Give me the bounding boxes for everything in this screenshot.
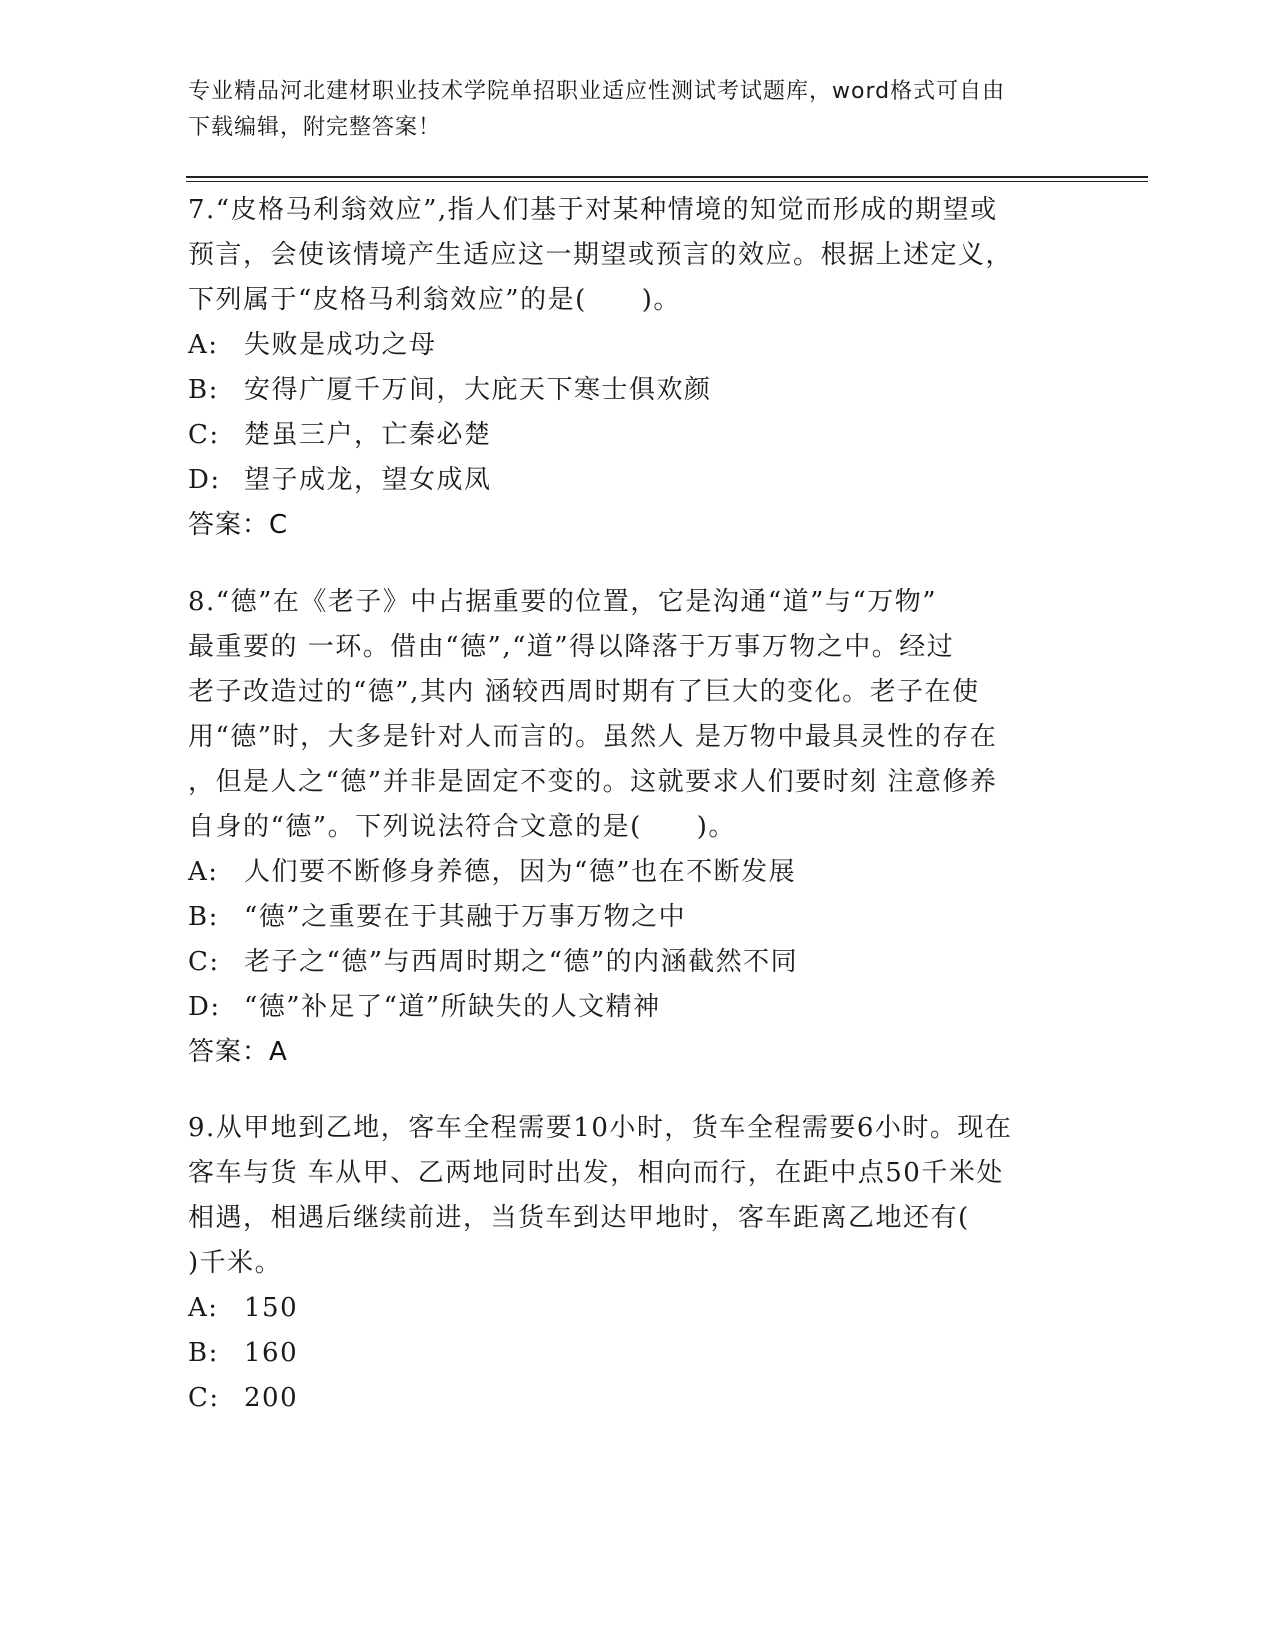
option-letter: C: [188,420,220,450]
option-b [188,895,1068,940]
stem-line: 老子改造过的“德”,其内 涵较西周时期有了巨大的变化。老子在使 [188,677,980,707]
answer-label: 答案：C [188,510,289,540]
stem-line: 下列属于“皮格马利翁效应”的是( )。 [188,285,681,315]
stem-line: ，但是人之“德”并非是固定不变的。这就要求人们要时刻 注意修养 [188,767,998,797]
stem-line: 最重要的 一环。借由“德”,“道”得以降落于万事万物之中。经过 [188,632,955,662]
option-text: 200 [244,1383,299,1413]
question-stem [188,1106,1068,1286]
stem-line: 客车与货 车从甲、乙两地同时出发，相向而行，在距中点50千米处 [188,1158,1004,1188]
answer-label: 答案：A [188,1037,288,1067]
stem-line: 相遇，相遇后继续前进，当货车到达甲地时，客车距离乙地还有( [188,1203,970,1233]
option-a [188,323,1068,368]
option-d [188,458,1068,503]
stem-line: 7.“皮格马利翁效应”,指人们基于对某种情境的知觉而形成的期望或 [188,195,998,225]
option-letter: A: [188,857,219,887]
option-letter: A: [188,330,219,360]
header-divider-thick [186,176,1148,178]
option-letter: D: [188,465,221,495]
stem-line: 预言，会使该情境产生适应这一期望或预言的效应。根据上述定义， [188,240,1014,270]
header-line-1: 专业精品河北建材职业技术学院单招职业适应性测试考试题库，word格式可自由 [188,79,1006,104]
option-c [188,413,1068,458]
option-b [188,368,1068,413]
stem-line: )千米。 [188,1248,283,1278]
option-text: 人们要不断修身养德，因为“德”也在不断发展 [244,857,797,887]
option-text: 楚虽三户，亡秦必楚 [244,420,492,450]
stem-line: 用“德”时，大多是针对人而言的。虽然人 是万物中最具灵性的存在 [188,722,998,752]
option-letter: B: [188,902,219,932]
option-letter: B: [188,375,219,405]
option-text: 安得广厦千万间，大庇天下寒士俱欢颜 [244,375,712,405]
option-c [188,940,1068,985]
option-text: 160 [244,1338,299,1368]
question-7 [188,188,1068,548]
question-stem [188,580,1068,850]
option-c [188,1376,1068,1421]
option-text: 老子之“德”与西周时期之“德”的内涵截然不同 [244,947,799,977]
option-letter: A: [188,1293,219,1323]
option-text: 150 [244,1293,299,1323]
stem-line: 9.从甲地到乙地，客车全程需要10小时，货车全程需要6小时。现在 [188,1113,1013,1143]
option-d [188,985,1068,1030]
question-stem [188,188,1068,323]
question-9 [188,1106,1068,1421]
option-letter: B: [188,1338,219,1368]
option-letter: D: [188,992,221,1022]
option-a [188,850,1068,895]
option-a [188,1286,1068,1331]
option-b [188,1331,1068,1376]
option-text: “德”之重要在于其融于万事万物之中 [244,902,687,932]
stem-line: 8.“德”在《老子》中占据重要的位置，它是沟通“道”与“万物” [188,587,938,617]
option-letter: C: [188,1383,220,1413]
header-line-2: 下载编辑，附完整答案！ [188,115,442,140]
option-text: 失败是成功之母 [244,330,437,360]
question-8 [188,580,1068,1075]
option-text: “德”补足了“道”所缺失的人文精神 [244,992,661,1022]
header-divider-thin [186,181,1148,182]
stem-line: 自身的“德”。下列说法符合文意的是( )。 [188,812,736,842]
option-letter: C: [188,947,220,977]
option-text: 望子成龙，望女成凤 [244,465,492,495]
document-header [188,74,1068,146]
